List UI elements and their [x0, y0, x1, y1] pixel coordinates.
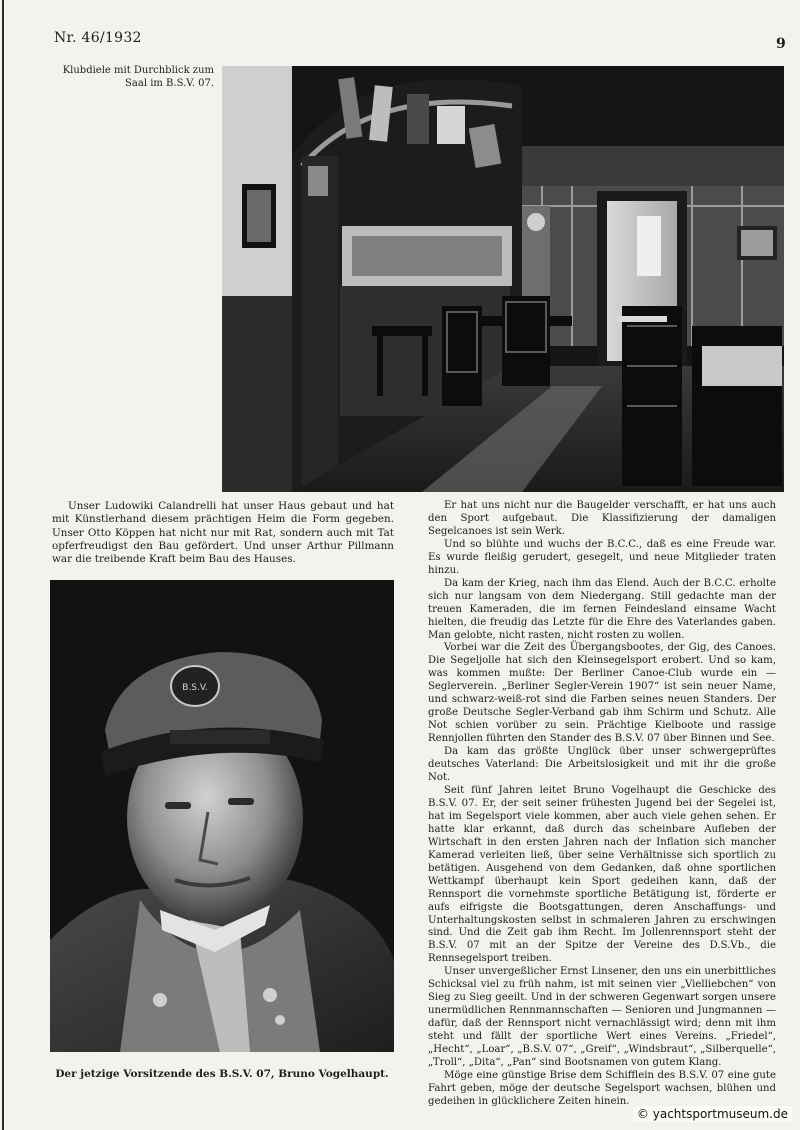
paragraph: Unser Ludowiki Calandrelli hat unser Haus gebaut und hat mit Künstlerhand diesem prächtigen Heim die Form gegeben. Unser Otto Köppen hat nicht nur mit Rat, sondern auch mit Tat opferfreudigst den Bau gefördert. Und unser Arthur Pillmann war die treibende Kraft beim Bau des Hauses.	[52, 500, 394, 566]
portrait-drawing	[50, 580, 394, 1052]
paragraph: Unser unvergeßlicher Ernst Linsener, den uns ein unerbittliches Schicksal viel zu früh nahm, ist mit seinen vier „Vielliebchen“ von Sieg zu Sieg geeilt. Und in der schweren Gegenwart sorgen unsere unermüdlichen Rennmannschaften — Senioren und Jungmannen — dafür, daß der Rennsport nicht vernachlässigt wird; denn mit ihm steht und fällt der sportliche Wert eines Vereins. „Friedel“, „Hecht“, „Loar“, „B.S.V. 07“, „Greif“, „Windsbraut“, „Silberquelle“, „Troll“, „Dita“, „Pan“ sind Bootsnamen von gutem Klang.	[428, 966, 776, 1068]
paragraph: Möge eine günstige Brise dem Schifflein des B.S.V. 07 eine gute Fahrt geben, möge der deutsche Segelsport wachsen, blühen und gedeihen in glücklichere Zeiten hinein.	[428, 1069, 776, 1107]
paragraph: Und so blühte und wuchs der B.C.C., daß es eine Freude war. Es wurde fleißig gerudert, gesegelt, und neue Mitglieder traten hinzu.	[428, 538, 776, 576]
portrait-photo	[50, 580, 394, 1052]
paragraph: Seit fünf Jahren leitet Bruno Vogelhaupt die Geschicke des B.S.V. 07. Er, der seit seiner frühesten Jugend bei der Segelei ist, hat im Segelsport viele kommen, aber auch viele gehen sehen. Er hatte klar erkannt, daß durch das scheinbare Aufleben der Wirtschaft in den ersten Jahren nach der Inflation sich mancher Kamerad verleiten ließ, über seine Verhältnisse sich sportlich zu betätigen. Ausgehend von dem Gedanken, daß ohne sportlichen Wettkampf überhaupt kein Sport gedeihen kann, daß der Rennsport die vornehmste sportliche Betätigung ist, förderte er aufs eifrigste die Bootsgattungen, deren Anschaffungs- und Unterhaltungskosten selbst in schmaleren Jahren zu erschwingen sind. Und die Zeit gab ihm Recht. Im Jollenrennsport steht der B.S.V. 07 mit an der Spitze der Vereine des D.S.Vb., die Rennsegelsport treiben.	[428, 784, 776, 965]
watermark: © yachtsportmuseum.de	[633, 1106, 792, 1122]
page-edge-line	[2, 0, 4, 1130]
cap-badge-text: B.S.V.	[182, 683, 208, 693]
paragraph: Da kam der Krieg, nach ihm das Elend. Auch der B.C.C. erholte sich nur langsam von dem Niedergang. Still gedachte man der treuen Kameraden, die im fernen Feindesland einsame Wacht hielten, die freudig das Letzte für die Ehre des Vaterlandes gaben. Man gelobte, nicht rasten, nicht rosten zu wollen.	[428, 577, 776, 641]
page-number: 9	[776, 36, 786, 52]
issue-number: Nr. 46/1932	[54, 30, 142, 46]
clubroom-photo	[222, 66, 784, 492]
portrait-caption: Der jetzige Vorsitzende des B.S.V. 07, Bruno Vogelhaupt.	[55, 1068, 389, 1080]
paragraph: Da kam das größte Unglück über unser schwergeprüftes deutsches Vaterland: Die Arbeitslosigkeit und mit ihr die große Not.	[428, 746, 776, 784]
paragraph: Vorbei war die Zeit des Übergangsbootes, der Gig, des Canoes. Die Segeljolle hat sich den Kleinsegelsport erobert. Und so kam, was kommen mußte: Der Berliner Canoe-Club wurde ein — Seglerverein. „Berliner Segler-Verein 1907“ ist sein neuer Name, und schwarz-weiß-rot sind die Farben seines neuen Standers. Der große Deutsche Segler-Verband gab ihm Schirm und Schutz. Alle Not schien vorüber zu sein. Prächtige Kielboote und rassige Rennjollen führten den Stander des B.S.V. 07 über Binnen und See.	[428, 642, 776, 745]
clubroom-photo-drawing	[222, 66, 784, 492]
left-column-text	[52, 500, 394, 566]
clubroom-caption: Klubdiele mit Durchblick zum Saal im B.S.V. 07.	[62, 65, 214, 89]
right-column-text	[428, 500, 776, 1107]
paragraph: Er hat uns nicht nur die Baugelder verschafft, er hat uns auch den Sport aufgebaut. Die Klassifizierung der damaligen Segelcanoes ist sein Werk.	[428, 500, 776, 537]
